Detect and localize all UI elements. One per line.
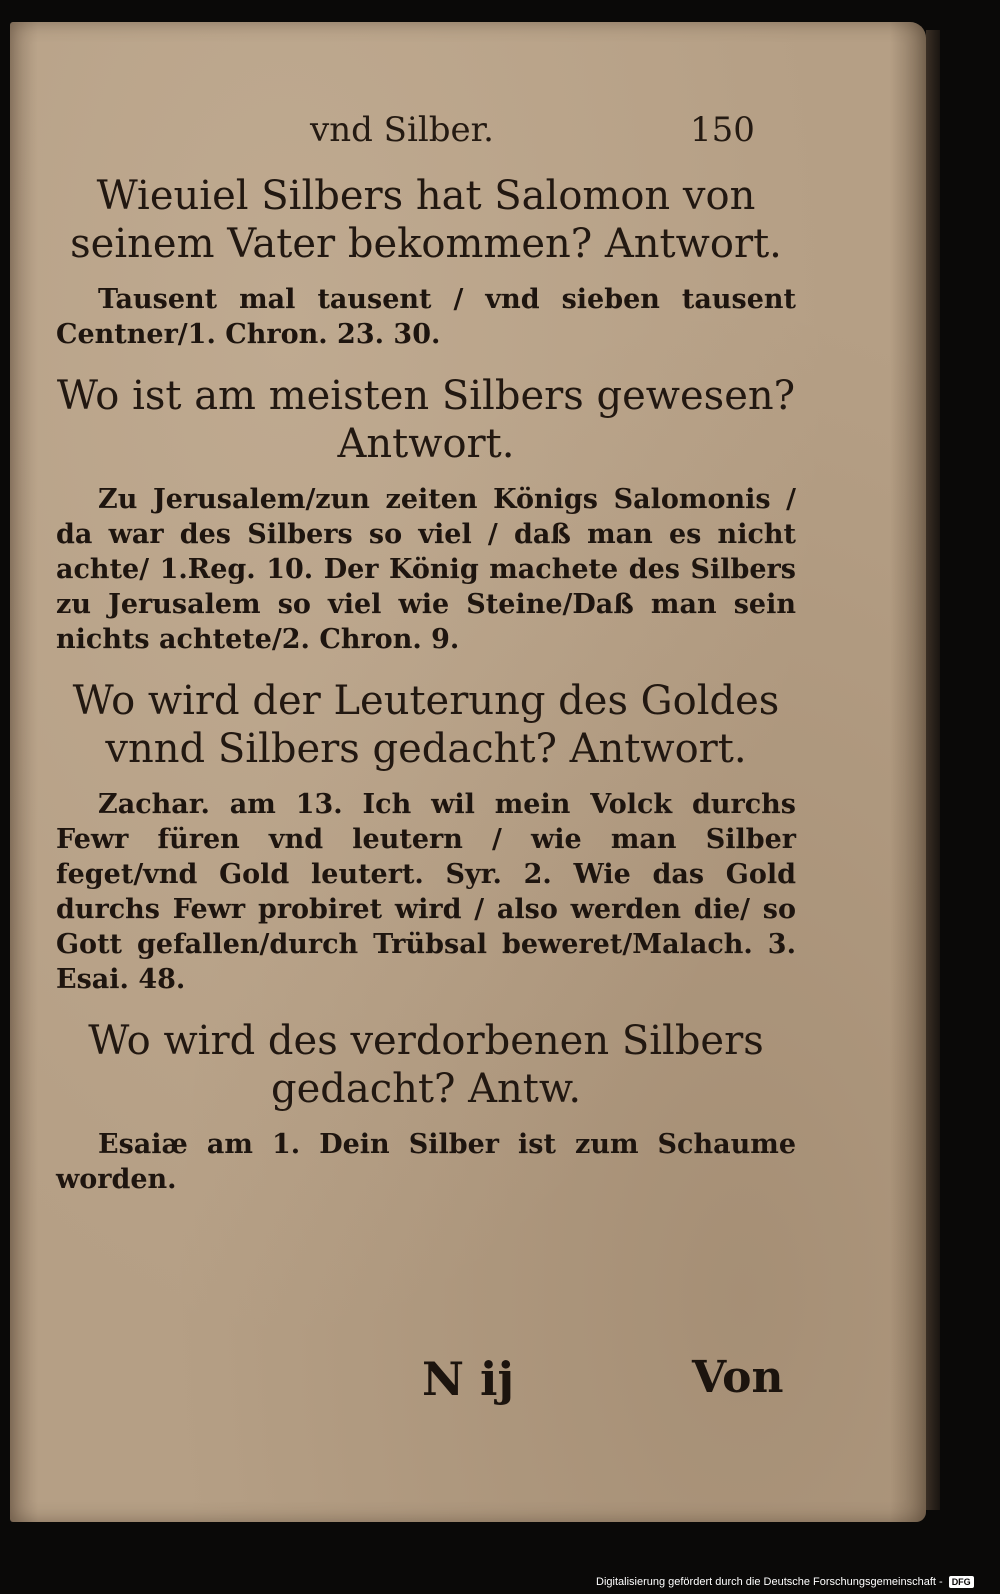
- dfg-logo: DFG: [949, 1576, 974, 1588]
- catchline: [10, 1352, 926, 1422]
- section-answer: Tausent mal tausent / vnd sieben tausent Centner/1. Chron. 23. 30.: [56, 284, 796, 350]
- page-number: 150: [690, 110, 755, 150]
- running-head-title: vnd Silber.: [310, 110, 494, 150]
- section-question: Wo wird der Leuterung des Goldes vnnd Silbers gedacht? Antwort.: [72, 678, 780, 772]
- running-head: [10, 110, 926, 160]
- section-answer: Zachar. am 13. Ich wil mein Volck durchs Fewr füren vnd leutern / wie man Silber feget/vnd Gold leutert. Syr. 2. Wie das Gold durchs Fewr probiret wird / also werden die/ so Gott gefallen/durch Trübsal beweret/Malach. 3. Esai. 48.: [56, 789, 796, 995]
- section-question: Wieuiel Silbers hat Salomon von seinem Vater bekommen? Antwort.: [70, 173, 782, 267]
- section-answer: Esaiæ am 1. Dein Silber ist zum Schaume worden.: [56, 1129, 796, 1195]
- book-page: [10, 22, 926, 1522]
- page-body: [56, 172, 796, 1217]
- footer-credit: Digitalisierung gefördert durch die Deutsche Forschungsgemeinschaft -: [596, 1576, 943, 1588]
- page-edge-shadow: [926, 30, 940, 1510]
- section-question: Wo ist am meisten Silbers gewesen? Antwort.: [56, 373, 796, 467]
- section-answer: Zu Jerusalem/zun zeiten Königs Salomonis / da war des Silbers so viel / daß man es nicht achte/ 1.Reg. 10. Der König machete des Silbers zu Jerusalem so viel wie Steine/Daß man sein nichts achtete/2. Chron. 9.: [56, 484, 796, 655]
- section-question: Wo wird des verdorbenen Silbers gedacht? Antw.: [88, 1018, 764, 1112]
- signature-mark: N ij: [422, 1352, 515, 1406]
- catchword: Von: [692, 1352, 784, 1403]
- digitization-footer: [596, 1572, 974, 1592]
